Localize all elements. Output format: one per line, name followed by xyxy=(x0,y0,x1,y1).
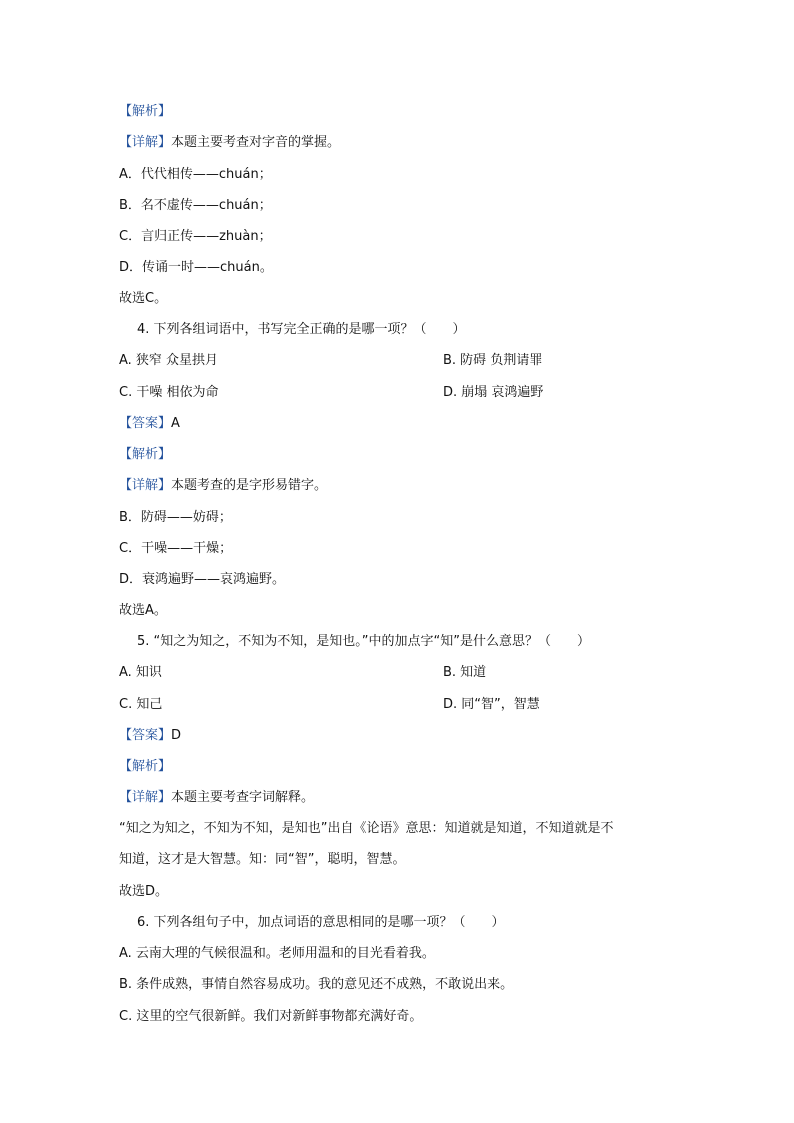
question-5-stem: 5. “知之为知之，不知为不知，是知也。”中的加点字“知”是什么意思？（ ） xyxy=(137,634,590,649)
explain-line-d: D．衰鸿遍野——哀鸿遍野。 xyxy=(119,572,286,587)
detail-tag: 【详解】 xyxy=(119,135,172,150)
q5-option-b: B. 知道 xyxy=(443,665,487,680)
detail-text: 本题主要考查字词解释。 xyxy=(171,790,315,805)
detail-line xyxy=(119,789,314,807)
q6-option-c: C. 这里的空气很新鲜。我们对新鲜事物都充满好奇。 xyxy=(119,1009,423,1024)
q4-option-d: D. 崩塌 哀鸿遍野 xyxy=(443,385,544,400)
explain-paragraph-line-2: 知道，这才是大智慧。知：同“智”，聪明，智慧。 xyxy=(119,852,406,867)
q5-option-d: D. 同“智”，智慧 xyxy=(443,697,540,712)
detail-text: 本题主要考查对字音的掌握。 xyxy=(171,135,341,150)
detail-text: 本题考查的是字形易错字。 xyxy=(171,478,328,493)
detail-tag: 【详解】 xyxy=(119,790,172,805)
q4-option-b: B. 防碍 负荆请罪 xyxy=(443,353,543,368)
explain-line-c: C．言归正传——zhuàn； xyxy=(119,229,272,244)
explain-line-c: C．干噪——干燥； xyxy=(119,541,233,556)
choice-line: 故选D。 xyxy=(119,884,169,899)
q4-option-a: A. 狭窄 众星拱月 xyxy=(119,353,219,368)
analysis-tag: 【解析】 xyxy=(119,447,172,462)
explain-paragraph-line-1: “知之为知之，不知为不知，是知也”出自《论语》意思：知道就是知道，不知道就是不 xyxy=(119,821,614,836)
answer-tag: 【答案】 xyxy=(119,416,172,431)
question-4-stem: 4. 下列各组词语中，书写完全正确的是哪一项？（ ） xyxy=(137,322,466,337)
explain-line-a: A．代代相传——chuán； xyxy=(119,167,272,182)
answer-value: A xyxy=(171,416,180,431)
answer-tag: 【答案】 xyxy=(119,728,172,743)
answer-value: D xyxy=(171,728,182,743)
detail-line xyxy=(119,134,340,152)
choice-line: 故选C。 xyxy=(119,291,168,306)
q6-option-a: A. 云南大理的气候很温和。老师用温和的目光看着我。 xyxy=(119,946,435,961)
q5-answer-line xyxy=(119,727,181,745)
q6-option-b: B. 条件成熟，事情自然容易成功。我的意见还不成熟，不敢说出来。 xyxy=(119,977,514,992)
analysis-tag: 【解析】 xyxy=(119,759,172,774)
explain-line-b: B．名不虚传——chuán； xyxy=(119,198,272,213)
q4-answer-line xyxy=(119,415,180,433)
detail-line xyxy=(119,477,327,495)
analysis-tag: 【解析】 xyxy=(119,104,172,119)
explain-line-d: D．传诵一时——chuán。 xyxy=(119,260,273,275)
choice-line: 故选A。 xyxy=(119,603,167,618)
detail-tag: 【详解】 xyxy=(119,478,172,493)
q5-option-a: A. 知识 xyxy=(119,665,162,680)
explain-line-b: B．防碍——妨碍； xyxy=(119,510,232,525)
q4-option-c: C. 干噪 相依为命 xyxy=(119,385,219,400)
question-6-stem: 6. 下列各组句子中，加点词语的意思相同的是哪一项？（ ） xyxy=(137,915,505,930)
q5-option-c: C. 知己 xyxy=(119,697,163,712)
